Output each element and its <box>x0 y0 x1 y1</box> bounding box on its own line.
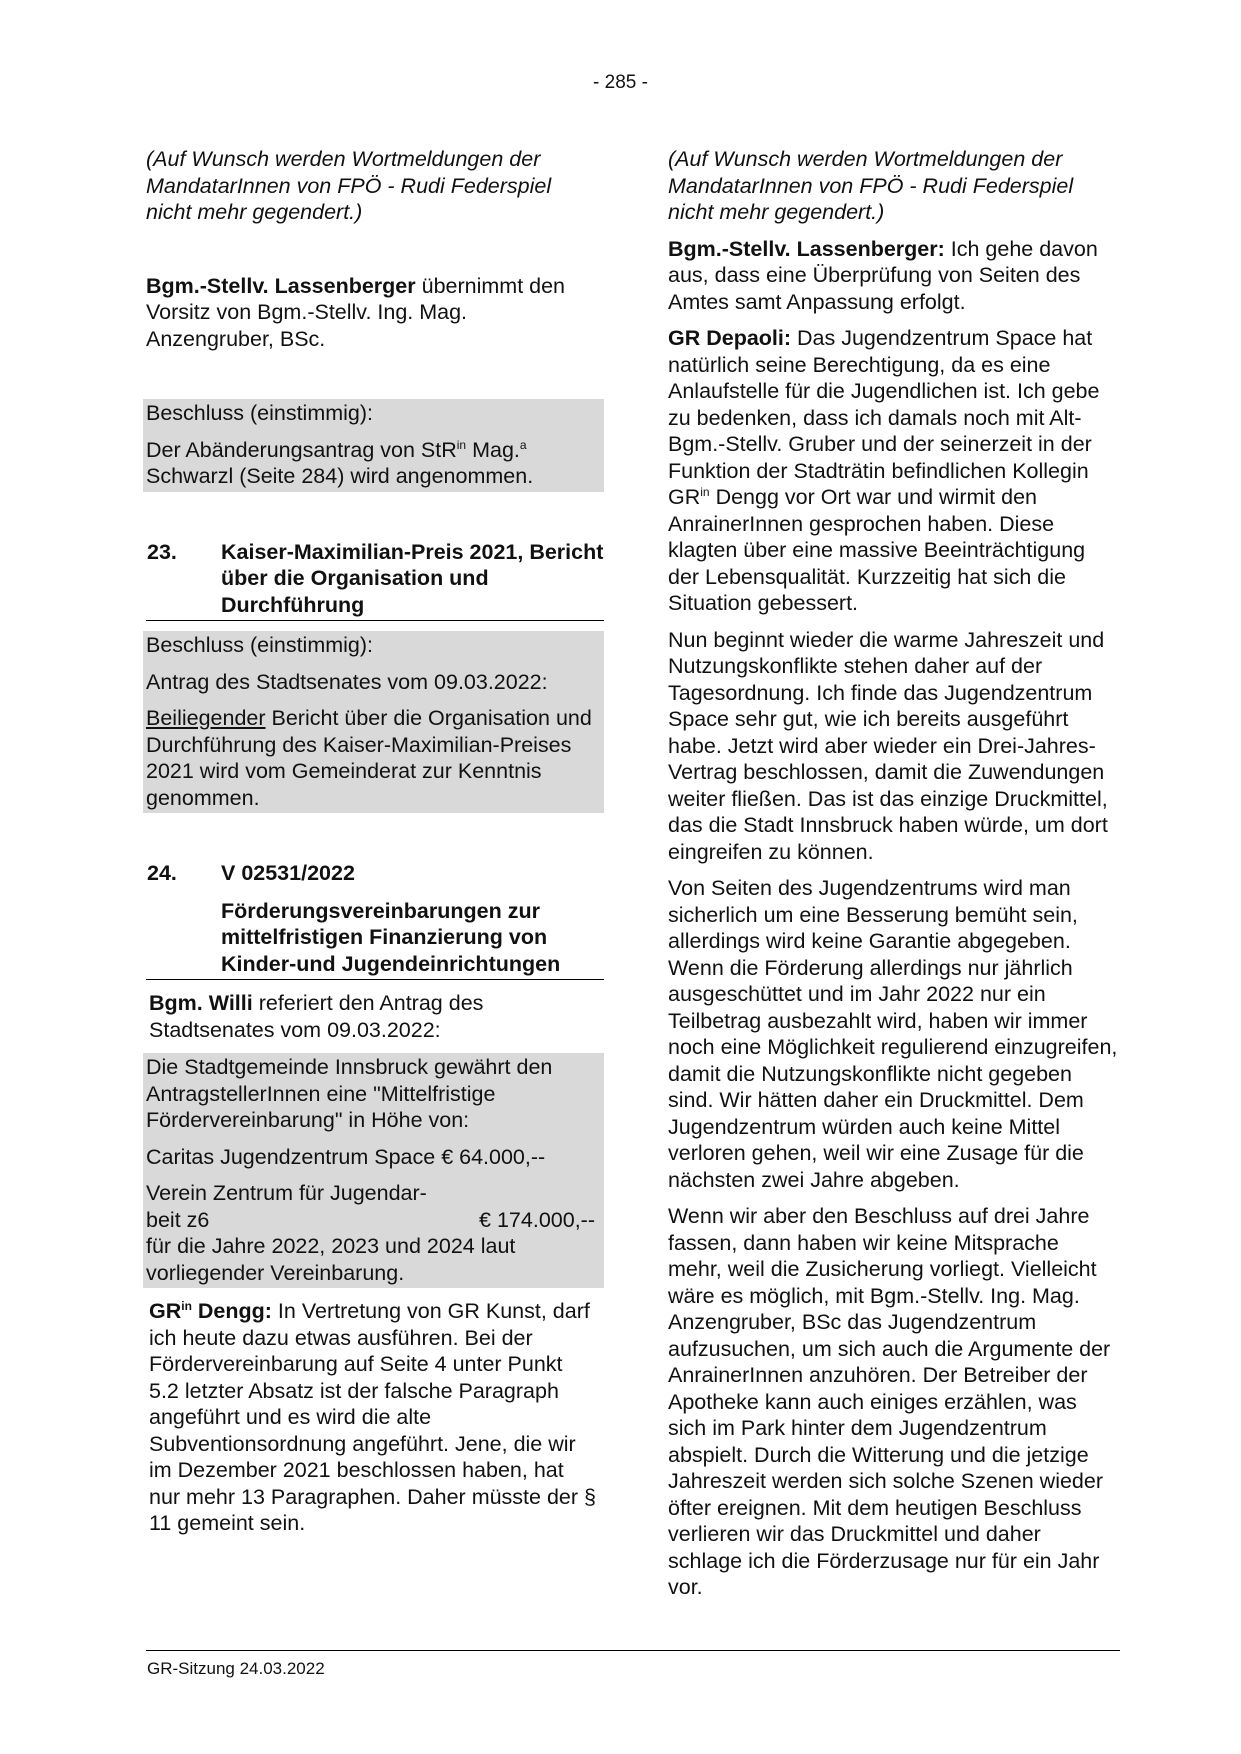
right-column <box>668 146 1118 1601</box>
footer-session-date: GR-Sitzung 24.03.2022 <box>147 1659 325 1678</box>
funding-row-z6: Verein Zentrum für Jugendar- beit z6 € 174.000,-- <box>146 1180 598 1233</box>
dengg-paragraph <box>146 1298 598 1537</box>
depaoli-paragraph: GR Depaoli: Das Jugendzentrum Space hat natürlich seine Berechtigung, da es eine Anlaufstelle für die Jugendlichen ist. Ich gebe zu bedenken, dass ich damals noch mit Alt-Bgm.-Stellv. Gruber und der seinerzeit in der Funktion der Stadträtin befindlichen Kollegin $GR^{in}$ Dengg vor Ort war und wirmit den AnrainerInnen gesprochen haben. Diese klagten über eine massive Beeinträchtigung der Lebensqualität. Kurzzeitig hat sich die Situation gebessert. <box>668 326 1100 615</box>
resolution-box-item-23 <box>143 631 604 813</box>
speaker-name: Bgm.-Stellv. Lassenberger: <box>668 236 945 261</box>
resolution-text: Der Abänderungsantrag von StR$^{in}$ Mag.$^a$ Schwarzl (Seite 284) wird angenommen. <box>146 437 534 488</box>
agenda-code: V 02531/2022 <box>221 861 355 885</box>
resolution-label: Beschluss (einstimmig): <box>146 401 373 425</box>
gender-note-right: (Auf Wunsch werden Wortmeldungen der MandatarInnen von FPÖ - Rudi Federspiel nicht mehr gegendert.) <box>668 147 1074 224</box>
gender-note-left: (Auf Wunsch werden Wortmeldungen der MandatarInnen von FPÖ - Rudi Federspiel nicht mehr gegendert.) <box>146 147 552 224</box>
lassenberger-paragraph <box>668 236 1118 316</box>
paragraph-text: Ich gehe davon aus, dass eine Überprüfung von Seiten des Amtes samt Anpassung erfolgt. <box>668 236 1098 314</box>
paragraph-text: referiert den Antrag des Stadtsenates vom 09.03.2022: <box>149 991 484 1042</box>
resolution-text: Beiliegender Bericht über die Organisation und Durchführung des Kaiser-Maximilian-Preises 2021 wird vom Gemeinderat zur Kenntnis genommen. <box>146 706 592 810</box>
agenda-item-24 <box>146 898 604 981</box>
amount: € 174.000,-- <box>479 1207 595 1232</box>
agenda-item-23 <box>146 539 604 622</box>
paragraph-text: In Vertretung von GR Kunst, darf ich heute dazu etwas ausführen. Bei der Fördervereinbarung auf Seite 4 unter Punkt 5.2 letzter Absatz ist der falsche Paragraph angeführt und es wird die alte Subventionsordnung angeführt. Jene, die wir im Dezember 2021 beschlossen haben, hat nur mehr 13 Paragraphen. Daher müsste der § 11 gemeint sein. <box>149 1299 596 1535</box>
agenda-title: Förderungsvereinbarungen zur mittelfristigen Finanzierung von Kinder-und Jugendeinrichtungen <box>221 898 561 976</box>
paragraph-text: übernimmt den Vorsitz von Bgm.-Stellv. Ing. Mag. Anzengruber, BSc. <box>146 273 566 351</box>
chair-change-paragraph <box>146 273 598 353</box>
funding-intro: Die Stadtgemeinde Innsbruck gewährt den AntragstellerInnen eine "Mittelfristige Fördervereinbarung" in Höhe von: <box>146 1055 553 1132</box>
speaker-name: Bgm.-Stellv. Lassenberger <box>146 273 416 298</box>
footer-divider <box>146 1650 1120 1651</box>
motion-line: Antrag des Stadtsenates vom 09.03.2022: <box>146 669 548 694</box>
depaoli-paragraph-3: Von Seiten des Jugendzentrums wird man sicherlich um eine Besserung bemüht sein, allerdings wird keine Garantie abgegeben. Wenn die Förderung allerdings nur jährlich ausgeschüttet und im Jahr 2022 nur ein Teilbetrag ausbezahlt wird, haben wir immer noch eine Möglichkeit regulierend einzugreifen, damit die Nutzungskonflikte nicht gegeben sind. Wir hätten daher ein Druckmittel. Dem Jugendzentrum würden auch keine Mittel verloren gehen, weil wir eine Zusage für die nächsten zwei Jahre abgeben. <box>668 876 1118 1192</box>
agenda-number: 24. <box>147 861 177 885</box>
resolution-label: Beschluss (einstimmig): <box>146 633 373 657</box>
agenda-title: Kaiser-Maximilian-Preis 2021, Bericht über die Organisation und Durchführung <box>221 539 604 617</box>
funding-row-caritas: Caritas Jugendzentrum Space € 64.000,-- <box>146 1144 546 1169</box>
page-number: - 285 - <box>593 72 648 93</box>
resolution-box-amendment <box>143 399 604 492</box>
funding-box <box>143 1053 604 1288</box>
funding-years: für die Jahre 2022, 2023 und 2024 laut vorliegender Vereinbarung. <box>146 1234 516 1285</box>
willi-paragraph <box>146 990 598 1043</box>
depaoli-paragraph-4: Wenn wir aber den Beschluss auf drei Jahre fassen, dann haben wir keine Mitsprache mehr, weil die Zusicherung vorliegt. Vielleicht wäre es möglich, mit Bgm.-Stellv. Ing. Mag. Anzengruber, BSc das Jugendzentrum aufzusuchen, um sich auch die Argumente der AnrainerInnen anzuhören. Der Betreiber der Apotheke kann auch einiges erzählen, was sich im Park hinter dem Jugendzentrum abspielt. Durch die Witterung und die jetzige Jahreszeit werden sich solche Szenen wieder öfter ereignen. Mit dem heutigen Beschluss verlieren wir das Druckmittel und daher schlage ich die Förderzusage nur für ein Jahr vor. <box>668 1204 1111 1599</box>
agenda-item-24-code <box>146 860 604 887</box>
speaker-name: $GR^{in}$ Dengg: <box>149 1299 272 1323</box>
speaker-name: GR Depaoli: <box>668 326 792 350</box>
left-column <box>146 146 604 1537</box>
speaker-name: Bgm. Willi <box>149 991 253 1015</box>
depaoli-paragraph-2: Nun beginnt wieder die warme Jahreszeit und Nutzungskonflikte stehen daher auf der Tagesordnung. Ich finde das Jugendzentrum Space sehr gut, wie ich bereits ausgeführt habe. Jetzt wird aber wieder ein Drei-Jahres-Vertrag beschlossen, damit die Zuwendungen weiter fließen. Das ist das einzige Druckmittel, das die Stadt Innsbruck haben würde, um dort eingreifen zu können. <box>668 627 1108 864</box>
agenda-number: 23. <box>147 539 177 564</box>
